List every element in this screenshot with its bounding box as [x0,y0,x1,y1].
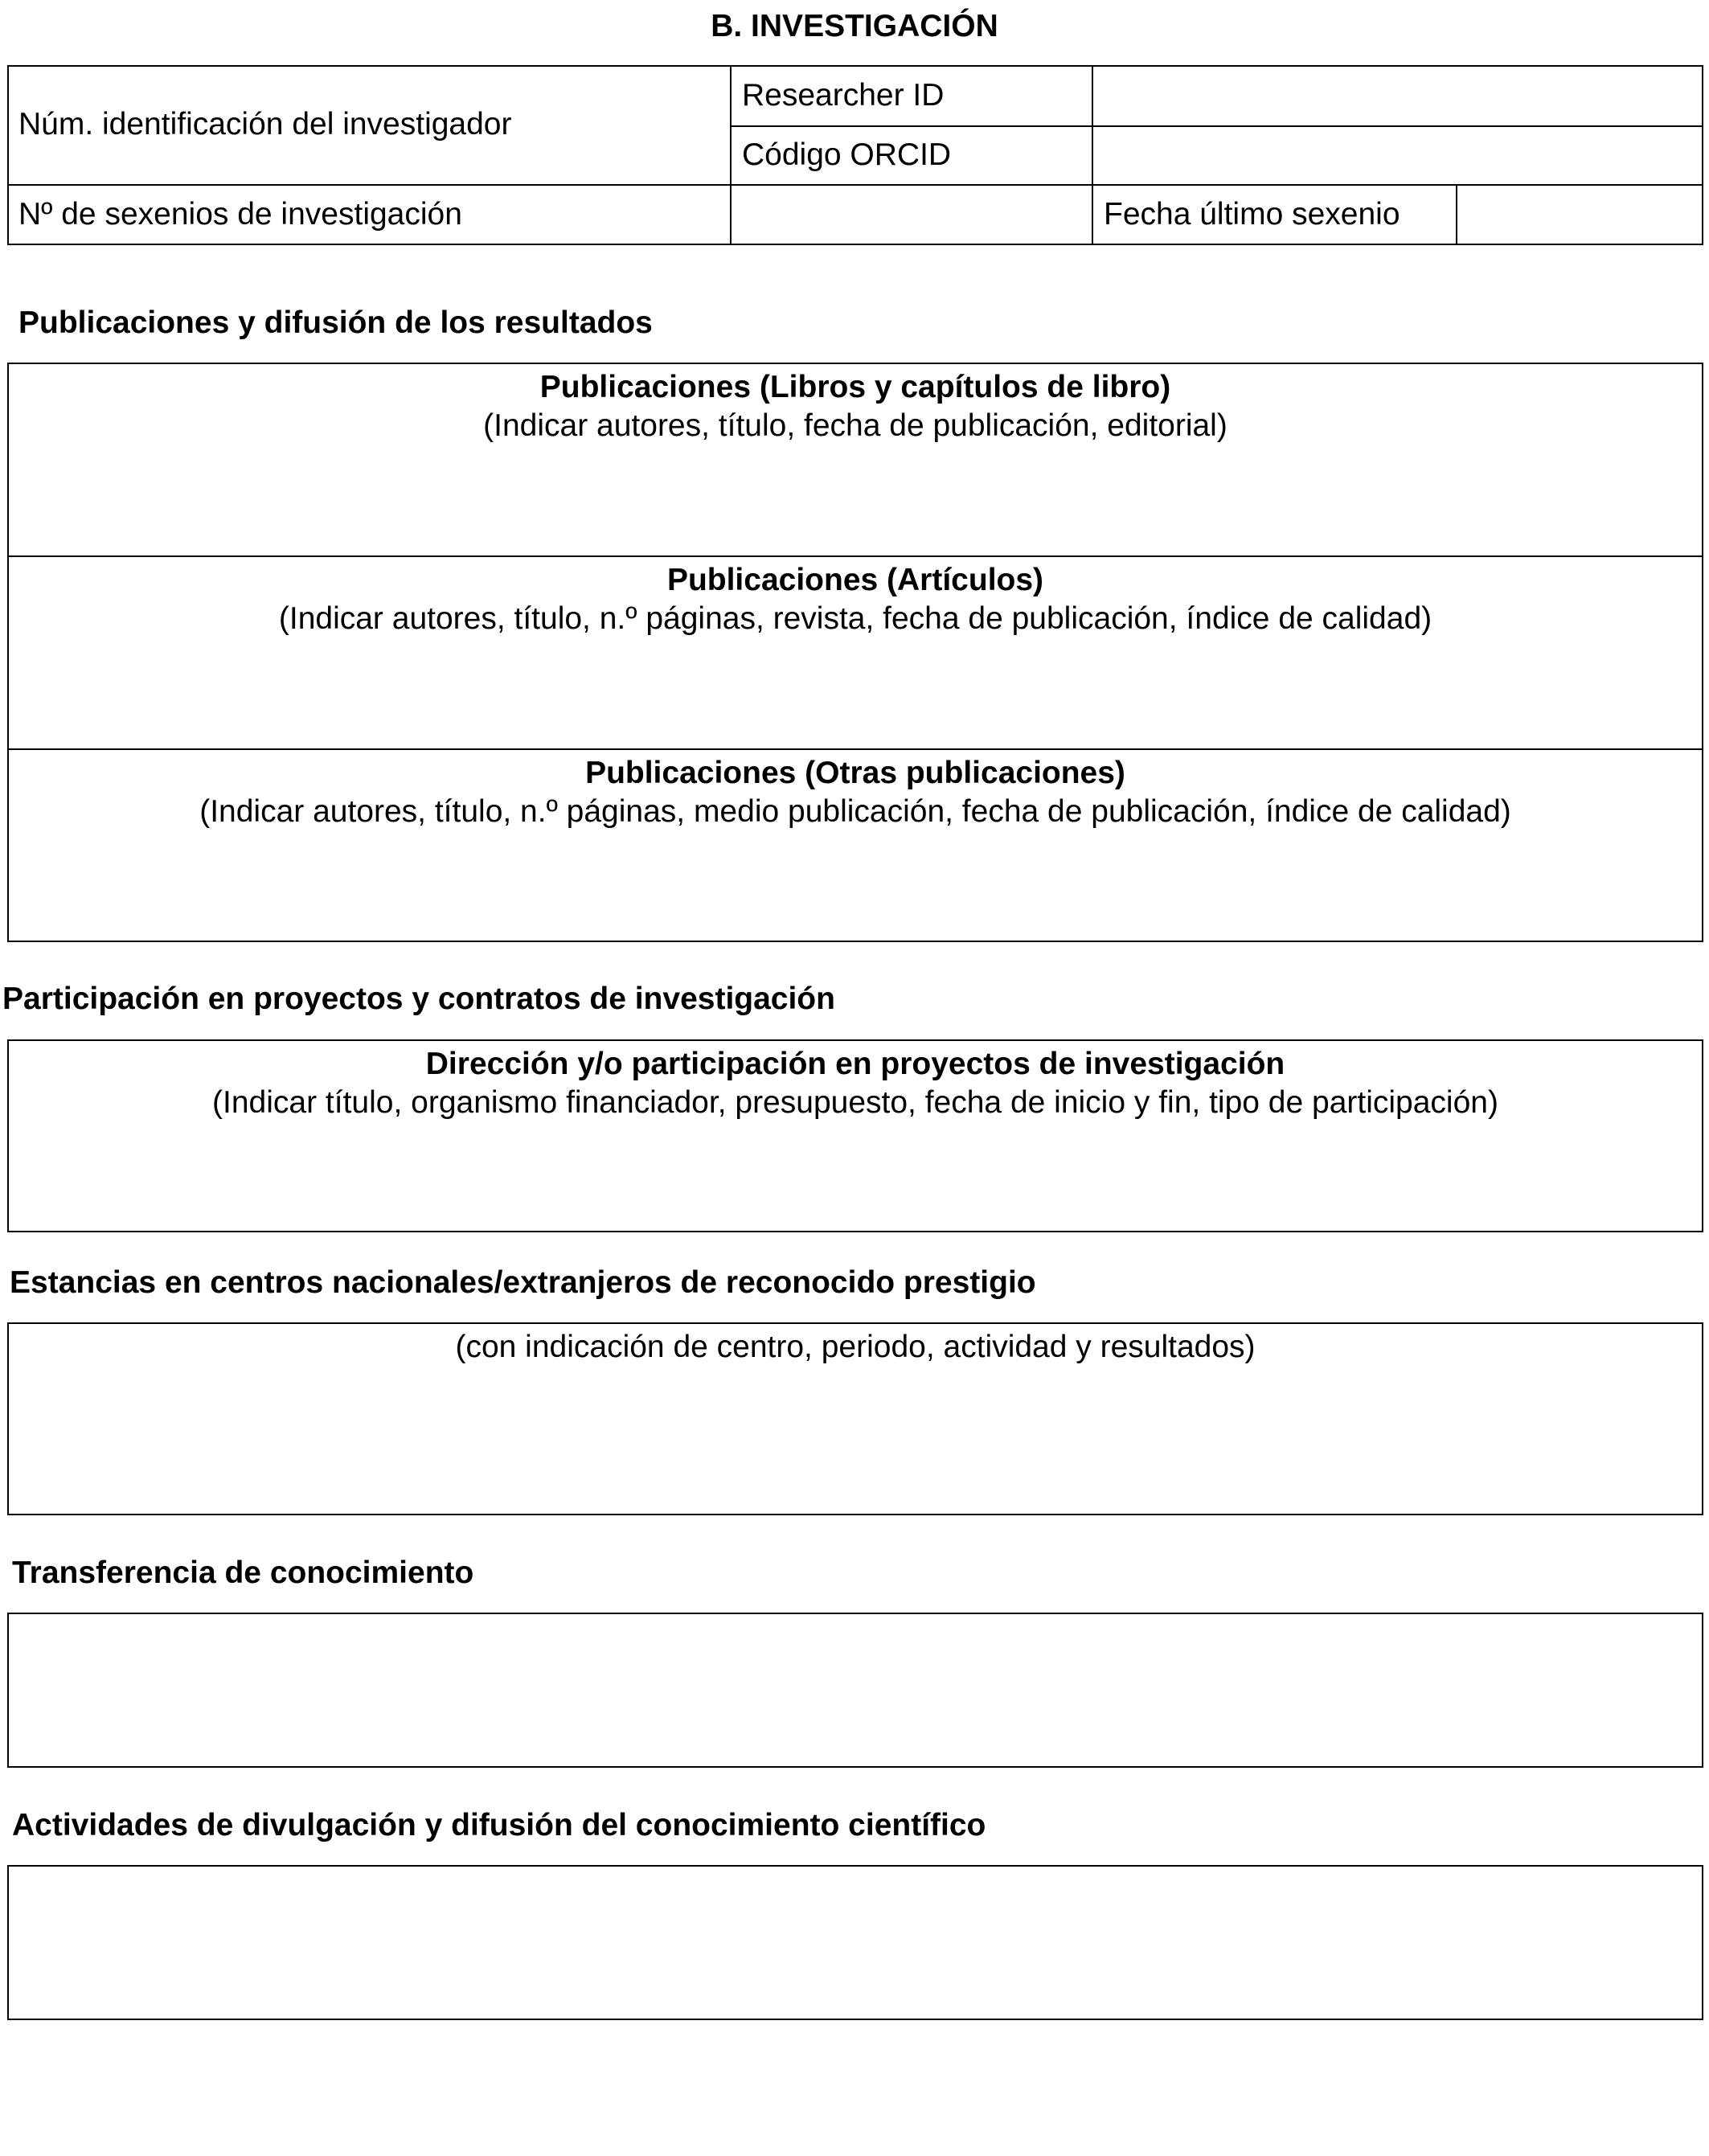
table-divider [1456,186,1457,244]
researcher-number-label: Núm. identificación del investigador [18,107,512,141]
articles-field[interactable] [9,641,1702,748]
section-divider [9,748,1702,750]
orcid-label: Código ORCID [742,137,952,172]
stays-box [7,1322,1703,1515]
stays-hint: (con indicación de centro, periodo, actividad y resultados) [455,1330,1256,1364]
stays-heading: Estancias en centros nacionales/extranjeros de reconocido prestigio [10,1265,1036,1300]
projects-heading: Participación en proyectos y contratos de investigación [2,982,835,1016]
orcid-field[interactable] [1096,127,1700,184]
table-divider [1092,67,1093,244]
projects-field[interactable] [9,1125,1702,1231]
transfer-heading: Transferencia de conocimiento [12,1556,474,1590]
projects-hint: (Indicar título, organismo financiador, presupuesto, fecha de inicio y fin, tipo de participación) [212,1085,1498,1120]
other-publications-title: Publicaciones (Otras publicaciones) [585,756,1125,790]
table-divider [730,67,732,244]
identification-table [7,65,1703,245]
projects-box [7,1039,1703,1232]
section-divider [9,555,1702,557]
last-sexenio-label: Fecha último sexenio [1104,197,1400,232]
researcher-id-label: Researcher ID [742,78,945,113]
publications-box [7,363,1703,942]
sexenios-field[interactable] [734,186,1090,244]
projects-title: Dirección y/o participación en proyectos de investigación [425,1047,1285,1081]
outreach-heading: Actividades de divulgación y difusión del conocimiento científico [12,1808,986,1842]
page-title: B. INVESTIGACIÓN [711,9,998,43]
other-publications-field[interactable] [9,834,1702,941]
books-title: Publicaciones (Libros y capítulos de libro) [539,370,1171,404]
books-hint: (Indicar autores, título, fecha de publicación, editorial) [483,408,1227,443]
articles-title: Publicaciones (Artículos) [666,563,1044,597]
researcher-id-field[interactable] [1096,67,1700,125]
last-sexenio-field[interactable] [1460,186,1700,244]
outreach-box[interactable] [7,1865,1703,2020]
other-publications-hint: (Indicar autores, título, n.º páginas, medio publicación, fecha de publicación, índice de calidad) [199,794,1511,829]
sexenios-label: Nº de sexenios de investigación [18,197,462,232]
articles-hint: (Indicar autores, título, n.º páginas, revista, fecha de publicación, índice de calidad) [278,601,1432,636]
books-field[interactable] [9,448,1702,555]
publications-heading: Publicaciones y difusión de los resultados [18,305,653,340]
stays-field[interactable] [9,1369,1702,1514]
transfer-box[interactable] [7,1613,1703,1768]
